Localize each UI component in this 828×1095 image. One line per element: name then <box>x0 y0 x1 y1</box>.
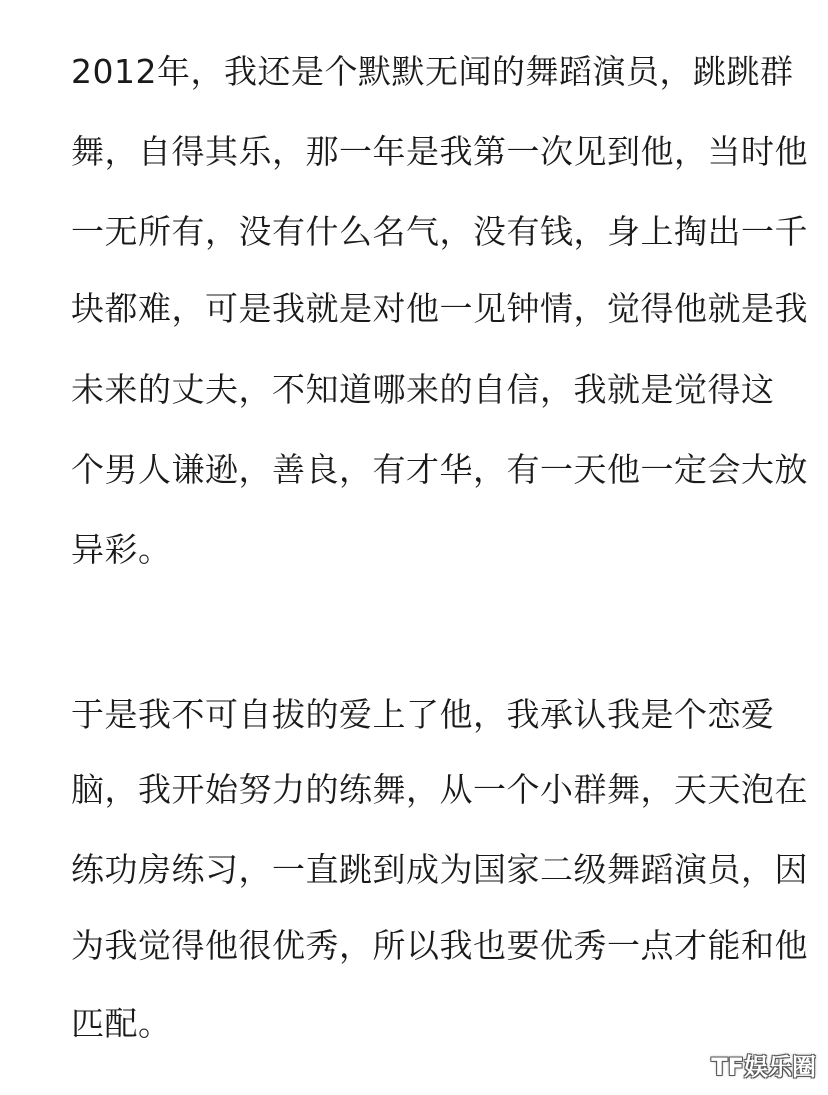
paragraph-2-line-3: 练功房练习，一直跳到成为国家二级舞蹈演员，因 <box>71 850 808 889</box>
paragraph-2-line-5: 匹配。 <box>71 1004 172 1043</box>
paragraph-1-line-7: 异彩。 <box>71 530 172 569</box>
watermark: TF娱乐圈 <box>711 1053 816 1081</box>
paragraph-1-line-1: 2012年，我还是个默默无闻的舞蹈演员，跳跳群 <box>71 52 794 91</box>
paragraph-1-line-4: 块都难，可是我就是对他一见钟情，觉得他就是我 <box>71 289 808 328</box>
paragraph-1-line-6: 个男人谦逊，善良，有才华，有一天他一定会大放 <box>71 450 808 489</box>
paragraph-2-line-4: 为我觉得他很优秀，所以我也要优秀一点才能和他 <box>71 926 808 965</box>
paragraph-1-line-3: 一无所有，没有什么名气，没有钱，身上掏出一千 <box>71 212 808 251</box>
paragraph-2-line-1: 于是我不可自拔的爱上了他，我承认我是个恋爱 <box>71 695 775 734</box>
paragraph-1-line-2: 舞，自得其乐，那一年是我第一次见到他，当时他 <box>71 132 808 171</box>
paragraph-1-line-5: 未来的丈夫，不知道哪来的自信，我就是觉得这 <box>71 370 775 409</box>
paragraph-2-line-2: 脑，我开始努力的练舞，从一个小群舞，天天泡在 <box>71 770 808 809</box>
